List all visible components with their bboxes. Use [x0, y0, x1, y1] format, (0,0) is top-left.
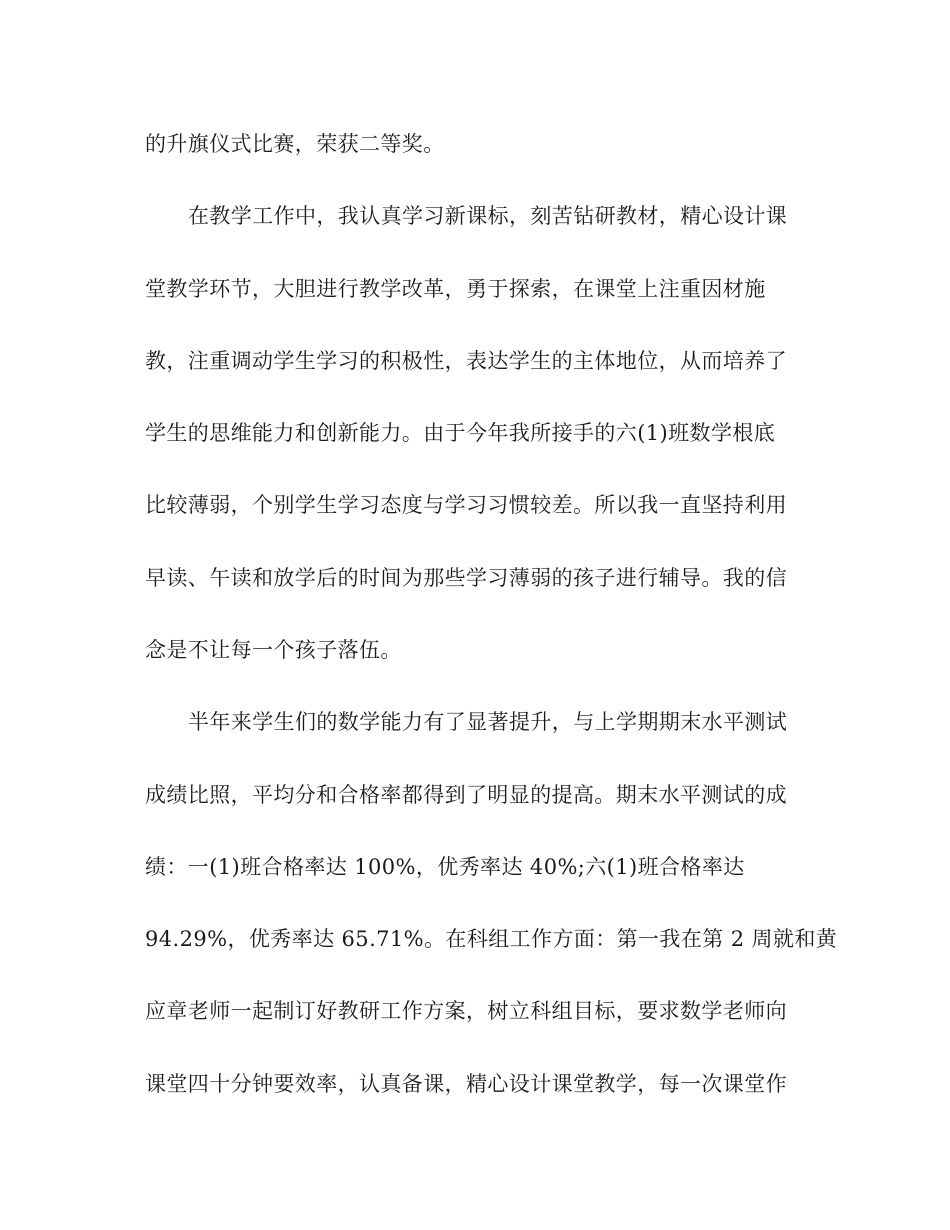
- text-line: 比较薄弱，个别学生学习态度与学习习惯较差。所以我一直坚持利用: [145, 493, 787, 517]
- text-line: 成绩比照，平均分和合格率都得到了明显的提高。期末水平测试的成: [145, 783, 787, 807]
- text-line: 堂教学环节，大胆进行教学改革，勇于探索，在课堂上注重因材施: [145, 277, 766, 301]
- paragraph-start-line: 半年来学生们的数学能力有了显著提升，与上学期期末水平测试: [188, 710, 788, 734]
- text-line: 早读、午读和放学后的时间为那些学习薄弱的孩子进行辅导。我的信: [145, 566, 787, 590]
- text-line: 教，注重调动学生学习的积极性，表达学生的主体地位，从而培养了: [145, 349, 787, 373]
- text-line: 课堂四十分钟要效率，认真备课，精心设计课堂教学，每一次课堂作: [145, 1072, 787, 1096]
- text-line: 的升旗仪式比赛，荣获二等奖。: [145, 132, 445, 156]
- text-line: 绩：一(1)班合格率达 100%，优秀率达 40%;六(1)班合格率达: [145, 855, 745, 879]
- text-line: 94.29%，优秀率达 65.71%。在科组工作方面：第一我在第 2 周就和黄: [145, 927, 838, 951]
- text-line: 应章老师一起制订好教研工作方案，树立科组目标，要求数学老师向: [145, 999, 787, 1023]
- text-line: 学生的思维能力和创新能力。由于今年我所接手的六(1)班数学根底: [145, 421, 776, 445]
- paragraph-start-line: 在教学工作中，我认真学习新课标，刻苦钻研教材，精心设计课: [188, 204, 788, 228]
- text-line: 念是不让每一个孩子落伍。: [145, 638, 402, 662]
